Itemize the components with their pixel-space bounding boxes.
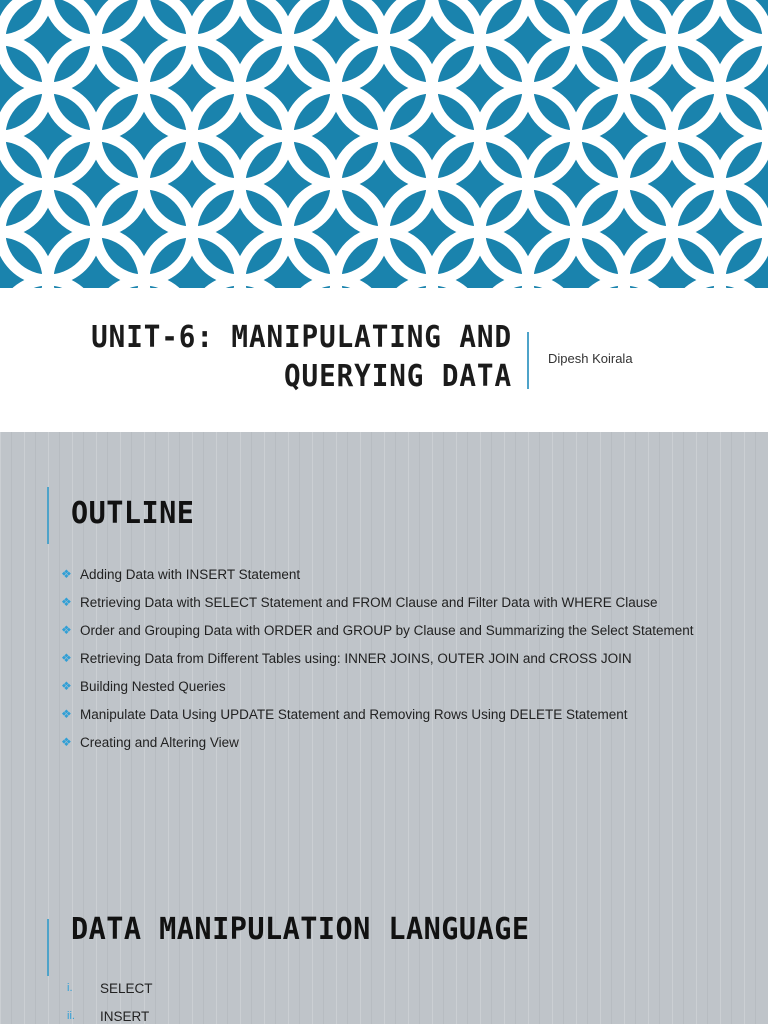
list-item-text: Retrieving Data with SELECT Statement and FROM Clause and Filter Data with WHERE Clause xyxy=(80,595,658,610)
list-item-text: Order and Grouping Data with ORDER and GROUP by Clause and Summarizing the Select Statement xyxy=(80,623,694,638)
list-item-text: Creating and Altering View xyxy=(80,735,239,750)
title-block xyxy=(0,288,768,432)
list-item xyxy=(61,566,701,583)
list-item xyxy=(67,1008,153,1024)
dml-list xyxy=(67,980,153,1024)
presentation-title xyxy=(70,318,512,396)
dml-heading: DATA MANIPULATION LANGUAGE xyxy=(71,912,530,947)
list-marker: i. xyxy=(67,982,73,994)
list-item-text: INSERT xyxy=(100,1009,150,1024)
dml-slide xyxy=(0,864,768,1024)
list-item-text: Adding Data with INSERT Statement xyxy=(80,567,301,582)
title-slide xyxy=(0,0,768,432)
list-item xyxy=(67,980,153,997)
outline-heading: OUTLINE xyxy=(71,496,195,531)
heading-accent-bar xyxy=(47,919,49,976)
list-item xyxy=(61,650,701,667)
title-line-1: UNIT-6: MANIPULATING AND xyxy=(91,320,512,355)
list-item xyxy=(61,622,701,639)
diamond-bullet-icon: ❖ xyxy=(61,707,72,721)
list-item-text: Manipulate Data Using UPDATE Statement and Removing Rows Using DELETE Statement xyxy=(80,707,628,722)
outline-list xyxy=(61,566,701,762)
list-marker: ii. xyxy=(67,1010,75,1022)
title-divider xyxy=(527,332,529,389)
diamond-bullet-icon: ❖ xyxy=(61,679,72,693)
diamond-bullet-icon: ❖ xyxy=(61,567,72,581)
circle-lattice-pattern xyxy=(0,0,768,288)
list-item xyxy=(61,594,701,611)
diamond-bullet-icon: ❖ xyxy=(61,651,72,665)
list-item xyxy=(61,678,701,695)
diamond-bullet-icon: ❖ xyxy=(61,735,72,749)
list-item xyxy=(61,706,701,723)
author-name: Dipesh Koirala xyxy=(548,351,633,366)
heading-accent-bar xyxy=(47,487,49,544)
diamond-bullet-icon: ❖ xyxy=(61,623,72,637)
list-item-text: Retrieving Data from Different Tables using: INNER JOINS, OUTER JOIN and CROSS JOIN xyxy=(80,651,632,666)
list-item-text: Building Nested Queries xyxy=(80,679,226,694)
list-item xyxy=(61,734,701,751)
title-line-2: QUERYING DATA xyxy=(284,359,512,394)
outline-slide xyxy=(0,432,768,864)
diamond-bullet-icon: ❖ xyxy=(61,595,72,609)
list-item-text: SELECT xyxy=(100,981,153,996)
